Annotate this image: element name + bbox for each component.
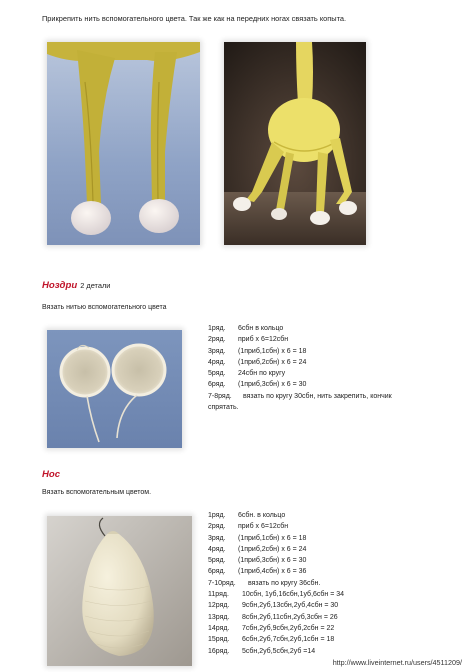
nostrils-title: Ноздри: [42, 280, 78, 291]
watermark-url: http://www.liveinternet.ru/users/4511209/: [332, 658, 462, 667]
step-row: 5ряд. (1приб,3сбн) х 6 = 30: [208, 557, 307, 565]
step-row: 6ряд. (1приб,3сбн) х 6 = 30: [208, 381, 307, 389]
step-row: 7-8ряд. вязать по кругу 30сбн, нить закрепить, кончик: [208, 392, 392, 400]
step-row: 1ряд. 6сбн. в кольцо: [208, 512, 286, 519]
step-row: 11ряд. 10сбн, 1уб,16сбн,1уб,6сбн = 34: [208, 591, 345, 599]
step-row: 2ряд. приб х 6=12сбн: [208, 336, 289, 344]
step-row: 4ряд. (1приб,2сбн) х 6 = 24: [208, 545, 307, 553]
nostrils-note: Вязать нитью вспомогательного цвета: [42, 304, 167, 311]
step-row: 4ряд. (1приб,2сбн) х 6 = 24: [208, 358, 307, 366]
nostrils-steps: [208, 323, 392, 413]
giraffe-photo-image: [224, 42, 366, 245]
step-row: 16ряд. 5сбн,2уб,5сбн,2уб =14: [208, 647, 316, 655]
step-row: 12ряд. 9сбн,2уб,13сбн,2уб,4сбн = 30: [208, 602, 339, 610]
step-row: 14ряд. 7сбн,2уб,9сбн,2уб,2сбн = 22: [208, 624, 335, 632]
nostrils-heading: [42, 280, 110, 291]
step-row: 3ряд. (1приб,1сбн) х 6 = 18: [208, 534, 307, 542]
step-row: 7-10ряд. вязать по кругу 36сбн.: [208, 579, 321, 587]
step-row: спрятать.: [208, 404, 239, 412]
step-row: 13ряд. 8сбн,2уб,11сбн,2уб,3сбн = 26: [208, 613, 338, 621]
nose-steps: [208, 510, 344, 657]
nose-heading: [42, 469, 60, 480]
step-row: 3ряд. (1приб,1сбн) х 6 = 18: [208, 347, 307, 355]
step-row: 15ряд. 6сбн,2уб,7сбн,2уб,1сбн = 18: [208, 636, 335, 644]
nostrils-photo-image: [47, 330, 182, 448]
step-row: 6ряд. (1приб,4сбн) х 6 = 36: [208, 568, 307, 576]
step-row: 5ряд. 24сбн по кругу: [208, 370, 286, 378]
step-row: 1ряд. 6сбн в кольцо: [208, 325, 284, 332]
step-row: 2ряд. приб х 6=12сбн: [208, 523, 289, 531]
giraffe-photo: [224, 42, 366, 245]
nose-photo: [47, 516, 192, 666]
nostrils-photo: [47, 330, 182, 448]
legs-photo-image: [47, 42, 200, 245]
nostrils-subtitle: 2 детали: [80, 281, 111, 290]
nose-note: Вязать вспомогательным цветом.: [42, 489, 152, 496]
intro-text: Прикрепить нить вспомогательного цвета. Так же как на передних ногах связать копыта.: [42, 14, 347, 23]
nose-title: Нос: [42, 469, 61, 480]
nose-photo-image: [47, 516, 192, 666]
legs-photo: [47, 42, 200, 245]
